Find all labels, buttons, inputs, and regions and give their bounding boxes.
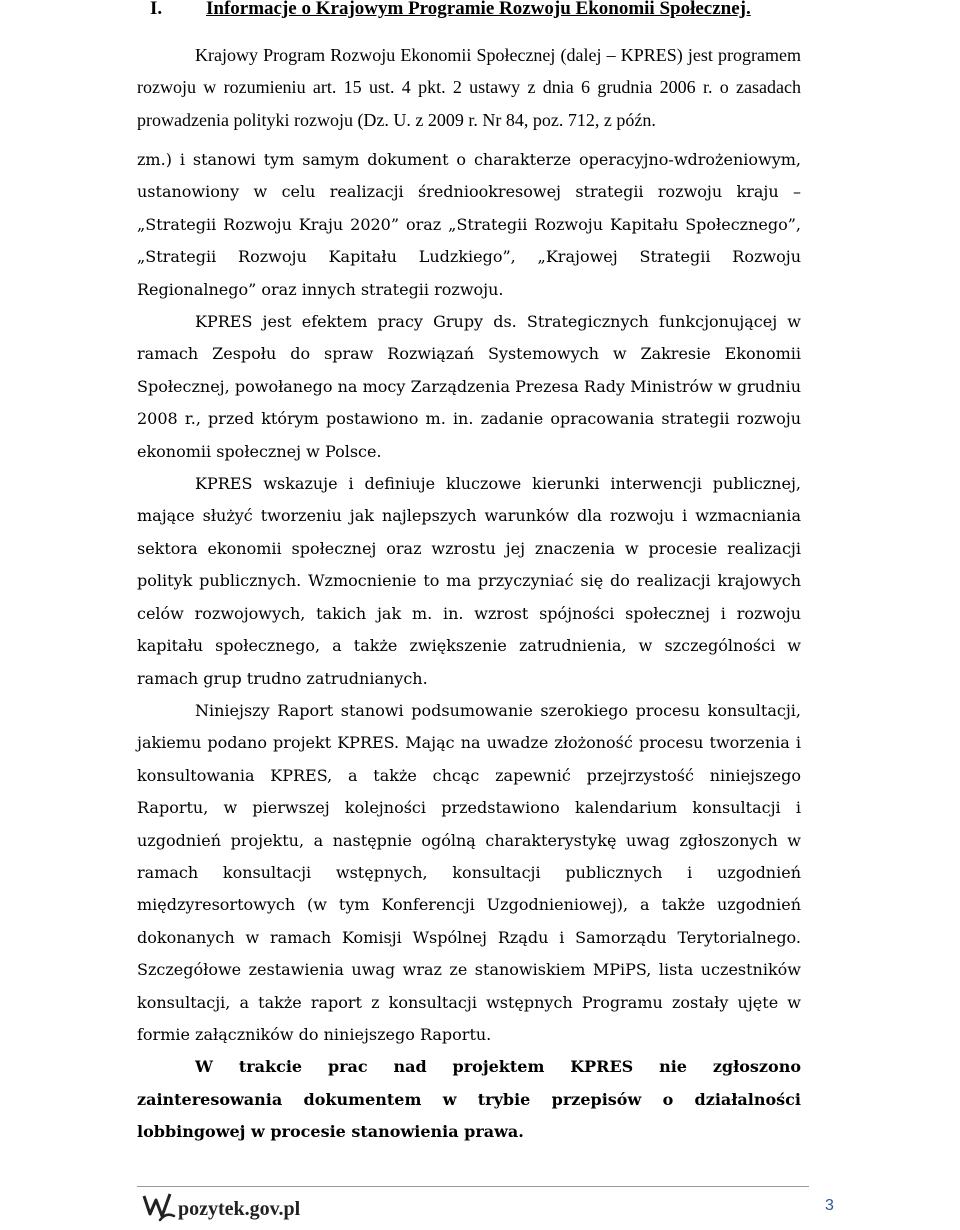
pozytek-logo-icon — [140, 1190, 180, 1226]
paragraph: zm.) i stanowi tym samym dokument o charakterze operacyjno-wdrożeniowym, ustanowiony w celu realizacji średniookresowej strategii rozwoju kraju – „Strategii Rozwoju Kraju 2020” oraz „Strategii Rozwoju Kapitału Społecznego”, „Strategii Rozwoju Kapitału Ludzkiego”, „Krajowej Strategii Rozwoju Regionalnego” oraz innych strategii rozwoju. — [137, 150, 801, 299]
paragraph-intro — [137, 39, 801, 136]
footer-site-link[interactable]: pozytek.gov.pl — [178, 1198, 301, 1220]
paragraph: KPRES jest efektem pracy Grupy ds. Strategicznych funkcjonującej w ramach Zespołu do spraw Rozwiązań Systemowych w Zakresie Ekonomii Społecznej, powołanego na mocy Zarządzenia Prezesa Rady Ministrów w grudniu 2008 r., przed którym postawiono m. in. zadanie opracowania strategii rozwoju ekonomii społecznej w Polsce. — [137, 312, 801, 461]
paragraph: Niniejszy Raport stanowi podsumowanie szerokiego procesu konsultacji, jakiemu podano projekt KPRES. Mając na uwadze złożoność procesu tworzenia i konsultowania KPRES, a także chcąc zapewnić przejrzystość niniejszego Raportu, w pierwszej kolejności przedstawiono kalendarium konsultacji i uzgodnień projektu, a następnie ogólną charakterystykę uwag zgłoszonych w ramach konsultacji wstępnych, konsultacji publicznych i uzgodnień międzyresortowych (w tym Konferencji Uzgodnieniowej), a także uzgodnień dokonanych w ramach Komisji Wspólnej Rządu i Samorządu Terytorialnego. Szczegółowe zestawienia uwag wraz ze stanowiskiem MPiPS, lista uczestników konsultacji, a także raport z konsultacji wstępnych Programu zostały ujęte w formie załączników do niniejszego Raportu. — [137, 700, 801, 1044]
body-text — [137, 144, 801, 1149]
footer-divider — [137, 1186, 809, 1187]
section-number: I. — [150, 0, 163, 19]
page-number: 3 — [825, 1197, 834, 1214]
paragraph: KPRES wskazuje i definiuje kluczowe kierunki interwencji publicznej, mające służyć tworzeniu jak najlepszych warunków dla rozwoju i wzmacniania sektora ekonomii społecznej oraz wzrostu jej znaczenia w procesie realizacji polityk publicznych. Wzmocnienie to ma przyczyniać się do realizacji krajowych celów rozwojowych, takich jak m. in. wzrost spójności społecznej i rozwoju kapitału społecznego, a także zwiększenie zatrudnienia, w szczególności w ramach grup trudno zatrudnianych. — [137, 474, 801, 688]
paragraph: Krajowy Program Rozwoju Ekonomii Społecznej (dalej – KPRES) jest programem rozwoju w rozumieniu art. 15 ust. 4 pkt. 2 ustawy z dnia 6 grudnia 2006 r. o zasadach prowadzenia polityki rozwoju (Dz. U. z 2009 r. Nr 84, poz. 712, z późn. — [137, 45, 801, 130]
paragraph-lobbying-note: W trakcie prac nad projektem KPRES nie zgłoszono zainteresowania dokumentem w trybie przepisów o działalności lobbingowej w procesie stanowienia prawa. — [137, 1057, 801, 1142]
section-title: Informacje o Krajowym Programie Rozwoju Ekonomii Społecznej. — [206, 0, 751, 19]
